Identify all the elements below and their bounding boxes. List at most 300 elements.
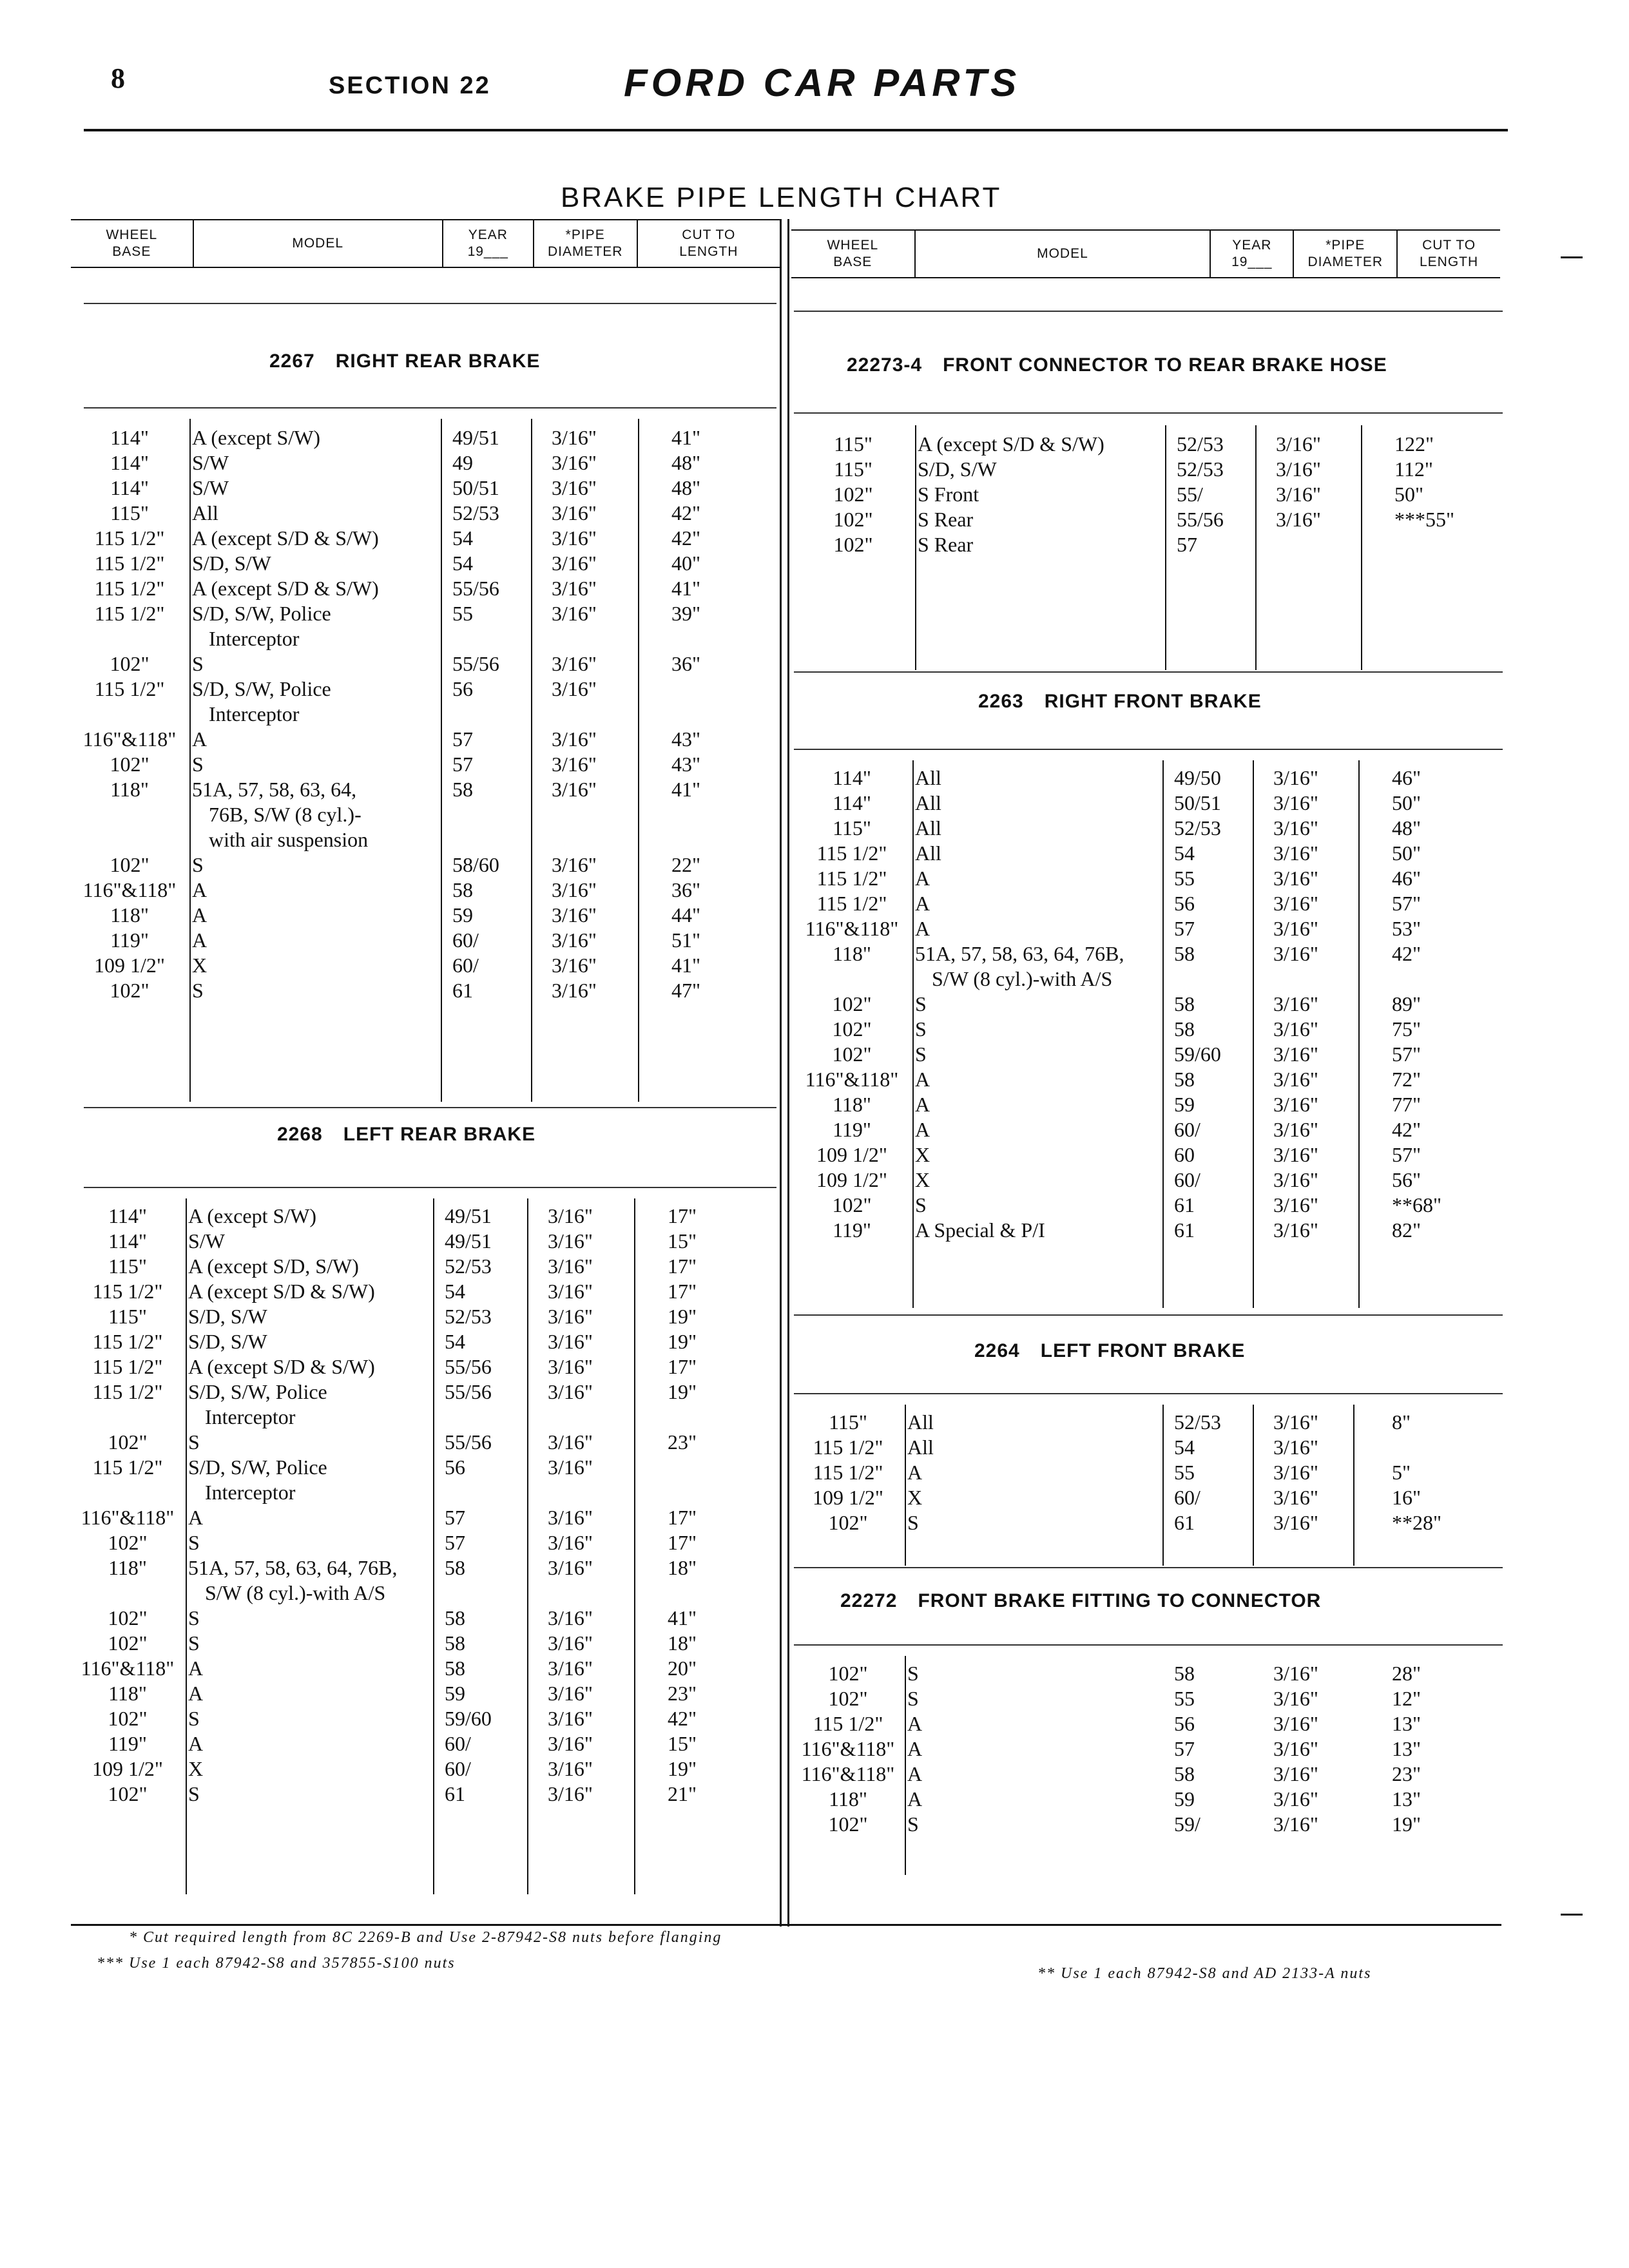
model-cell: S [188,1531,200,1554]
year-cell: 50/51 [1174,791,1221,814]
pipe-diameter-cell: 3/16" [548,1204,593,1227]
cut-length-cell: 48" [671,451,701,474]
year-cell: 52/53 [445,1305,492,1328]
cut-length-cell: 19" [668,1757,697,1780]
pipe-diameter-cell: 3/16" [1273,1486,1318,1509]
model-cell: S [192,979,204,1002]
year-cell [452,1480,555,1505]
pipe-diameter-cell: 3/16" [1273,1193,1318,1216]
cut-length-cell: 57" [1392,1043,1422,1066]
wheel-base-cell: 115 1/2" [816,892,887,915]
model-cell: A [192,878,207,901]
wheel-base-cell: 118" [833,1093,871,1116]
cut-length-cell: 112" [1394,457,1433,481]
table-front-brake-fitting-to-connector [791,1661,1521,1837]
col-pipe-diameter: *PIPE DIAMETER [534,220,638,267]
table-row [70,978,817,1003]
pipe-diameter-cell: 3/16" [552,853,597,876]
cut-length-cell: 122" [1394,432,1434,456]
cut-length-cell: 18" [668,1631,697,1655]
year-cell [460,827,559,852]
pipe-diameter-cell: 3/16" [548,1657,593,1680]
cut-length-cell: 17" [668,1254,697,1278]
cut-length-cell: 20" [668,1657,697,1680]
model-cell: A [907,1762,923,1785]
pipe-diameter-cell: 3/16" [1273,791,1318,814]
model-cell: S [188,1707,200,1730]
year-cell: 58 [445,1657,465,1680]
year-cell: 58 [452,878,473,901]
year-cell: 59/60 [1174,1043,1221,1066]
col-year: YEAR 19___ [1211,231,1294,277]
table-row [791,791,1537,816]
cut-length-cell [1379,1435,1521,1460]
pipe-diameter-cell [1267,532,1382,557]
model-cell: A [907,1787,923,1811]
year-cell: 55/ [1177,483,1203,506]
pipe-diameter-cell: 3/16" [548,1305,593,1328]
pipe-diameter-cell: 3/16" [1273,1762,1318,1785]
cut-length-cell: 48" [1392,816,1422,840]
wheel-base-cell: 118" [829,1787,867,1811]
year-cell: 58 [1174,1068,1195,1091]
cut-length-cell: 28" [1392,1662,1422,1685]
col-wheel-base: WHEEL BASE [791,231,916,277]
wheel-base-cell: 115 1/2" [94,577,165,600]
pipe-diameter-cell: 3/16" [552,928,597,952]
model-cell: A [188,1657,204,1680]
wheel-base-cell: 119" [833,1118,871,1141]
year-cell: 54 [1174,1436,1195,1459]
pipe-diameter-cell: 3/16" [548,1606,593,1629]
cut-length-cell: 23" [668,1430,697,1454]
section-title: LEFT FRONT BRAKE [1040,1340,1246,1361]
cut-length-cell: 56" [1392,1168,1422,1191]
cut-length-cell: 41" [671,778,701,801]
model-cell: A [907,1712,923,1735]
pipe-diameter-cell: 3/16" [1276,457,1321,481]
table-row [70,1681,813,1706]
separator [794,1314,1503,1316]
cut-length-cell: 19" [1392,1812,1422,1836]
cut-length-cell [1396,966,1537,992]
section-title: FRONT BRAKE FITTING TO CONNECTOR [918,1590,1322,1611]
table-row [791,457,1523,482]
pipe-diameter-cell: 3/16" [552,501,597,524]
table-row [791,1812,1521,1837]
model-cell: X [915,1143,930,1166]
cut-length-cell: 15" [668,1732,697,1755]
wheel-base-cell: 119" [110,928,149,952]
year-cell: 59 [1174,1787,1195,1811]
model-cell: S [915,992,927,1015]
table-row [791,432,1523,457]
cut-length-cell: 19" [668,1305,697,1328]
table-row [70,651,817,677]
table-row [791,1711,1521,1736]
cut-length-cell: 53" [1392,917,1422,940]
wheel-base-cell: 115 1/2" [94,526,165,550]
pipe-diameter-cell: 3/16" [1273,1511,1318,1534]
year-cell [452,1405,555,1430]
table-row [70,727,817,752]
section-title: RIGHT REAR BRAKE [335,351,541,372]
wheel-base-cell: 102" [108,1531,148,1554]
wheel-base-cell: 102" [110,853,149,876]
wheel-base-cell: 118" [110,903,149,927]
table-row [70,1354,813,1379]
table-row [70,677,817,702]
running-title: FORD CAR PARTS [624,61,1021,104]
year-cell: 52/53 [1177,432,1224,456]
column-header-right [791,229,1500,278]
wheel-base-cell: 115 1/2" [816,841,887,865]
pipe-diameter-cell: 3/16" [552,979,597,1002]
wheel-base-cell: 115 1/2" [813,1436,883,1459]
table-row [791,891,1537,916]
year-cell: 55/56 [445,1430,492,1454]
wheel-base-cell: 115" [829,1410,867,1434]
pipe-diameter-cell [559,626,675,651]
model-cell: X [907,1486,923,1509]
year-cell: 58 [1174,1662,1195,1685]
year-cell: 56 [1174,1712,1195,1735]
table-row [791,1736,1521,1762]
cut-length-cell: 13" [1392,1787,1422,1811]
cut-length-cell: 23" [1392,1762,1422,1785]
year-cell: 54 [445,1280,465,1303]
cut-length-cell: 77" [1392,1093,1422,1116]
column-header-left [71,219,780,268]
pipe-diameter-cell: 3/16" [552,677,597,700]
pipe-diameter-cell: 3/16" [548,1330,593,1353]
year-cell: 61 [445,1782,465,1805]
model-cell: All [915,816,941,840]
model-cell: Interceptor [209,627,300,650]
cut-length-cell: 22" [671,853,701,876]
year-cell: 49 [452,451,473,474]
pipe-diameter-cell: 3/16" [1273,992,1318,1015]
table-row [70,601,817,626]
model-cell: S [915,1043,927,1066]
wheel-base-cell: 102" [833,533,873,556]
table-row [70,802,817,827]
year-cell: 58 [445,1606,465,1629]
table-row [70,928,817,953]
wheel-base-cell: 116"&118" [801,1762,895,1785]
table-row [70,1530,813,1555]
cut-length-cell: 17" [668,1355,697,1378]
wheel-base-cell: 102" [832,992,872,1015]
pipe-diameter-cell: 3/16" [548,1782,593,1805]
pipe-diameter-cell: 3/16" [548,1531,593,1554]
cut-length-cell: 21" [668,1782,697,1805]
pipe-diameter-cell: 3/16" [552,954,597,977]
separator [794,1567,1503,1568]
section-number: 22272 [840,1590,898,1611]
model-cell: S/W [192,476,229,499]
table-right-rear-brake [70,425,817,1003]
year-cell: 58 [445,1556,465,1579]
model-cell: with air suspension [209,828,369,851]
model-cell: S/W (8 cyl.)-with A/S [205,1581,386,1604]
wheel-base-cell: 102" [833,508,873,531]
model-cell: A [192,903,207,927]
pipe-diameter-cell [559,802,675,827]
year-cell: 58/60 [452,853,499,876]
pipe-diameter-cell: 3/16" [1273,1812,1318,1836]
table-row [70,1405,813,1430]
table-row [70,1706,813,1731]
pipe-diameter-cell: 3/16" [548,1229,593,1253]
wheel-base-cell: 118" [108,1682,147,1705]
pipe-diameter-cell: 3/16" [552,426,597,449]
cut-length-cell: 23" [668,1682,697,1705]
wheel-base-cell: 118" [110,778,149,801]
table-row [70,852,817,878]
footnote-triple-star: *** Use 1 each 87942-S8 and 357855-S100 nuts [97,1955,456,1972]
year-cell: 61 [1174,1218,1195,1242]
table-row [70,827,817,852]
table-row [791,1686,1521,1711]
table-row [70,425,817,450]
year-cell [460,702,559,727]
model-cell: S/W (8 cyl.)-with A/S [932,967,1113,990]
model-cell: S [915,1017,927,1041]
footnote-single-star: * Cut required length from 8C 2269-B and Use 2-87942-S8 nuts before flanging [129,1929,722,1946]
table-row [70,953,817,978]
pipe-diameter-cell: 3/16" [548,1430,593,1454]
year-cell: 57 [445,1531,465,1554]
model-cell: S/D, S/W [188,1330,267,1353]
model-cell: S/W [188,1229,225,1253]
table-row [70,702,817,727]
separator [84,407,776,408]
wheel-base-cell: 102" [828,1511,868,1534]
section-heading [277,1124,535,1146]
cut-length-cell: 39" [671,602,701,625]
table-row [70,1279,813,1304]
pipe-diameter-cell: 3/16" [552,552,597,575]
section-heading [840,1590,1321,1612]
cut-length-cell: 13" [1392,1737,1422,1760]
table-row [791,765,1537,791]
table-row [70,1782,813,1807]
col-cut-to-length: CUT TO LENGTH [1420,237,1479,269]
wheel-base-cell [70,1581,186,1606]
table-row [70,1581,813,1606]
year-cell [460,626,559,651]
model-cell: 51A, 57, 58, 63, 64, 76B, [188,1556,398,1579]
table-row [791,866,1537,891]
section-title: LEFT REAR BRAKE [343,1124,536,1145]
table-row [70,501,817,526]
cut-length-cell: 17" [668,1506,697,1529]
year-cell: 55/56 [452,652,499,675]
model-cell: S/D, S/W, Police [188,1380,327,1403]
cut-length-cell: 19" [668,1380,697,1403]
pipe-diameter-cell: 3/16" [1273,841,1318,865]
cut-length-cell: 5" [1392,1461,1411,1484]
model-cell: A [907,1737,923,1760]
bottom-rule [71,1924,1501,1926]
pipe-diameter-cell: 3/16" [1273,1461,1318,1484]
cut-length-cell: ***55" [1394,508,1455,531]
year-cell: 49/51 [445,1204,492,1227]
cut-length-cell: 42" [671,501,701,524]
year-cell: 60/ [1174,1118,1200,1141]
pipe-diameter-cell: 3/16" [1273,917,1318,940]
table-row [70,476,817,501]
pipe-diameter-cell: 3/16" [1273,1712,1318,1735]
table-row [70,903,817,928]
year-cell: 58 [1174,1762,1195,1785]
year-cell: 52/53 [445,1254,492,1278]
table-row [791,1117,1537,1142]
model-cell: A [915,917,930,940]
pipe-diameter-cell: 3/16" [1273,816,1318,840]
cut-length-cell [655,1455,796,1480]
model-cell: A Special & P/I [915,1218,1045,1242]
cut-length-cell: 41" [671,577,701,600]
cut-length-cell: 17" [668,1531,697,1554]
model-cell: A [915,867,930,890]
pipe-diameter-cell: 3/16" [1273,1017,1318,1041]
table-row [791,1142,1537,1168]
cut-length-cell [671,1581,813,1606]
col-model: MODEL [916,231,1211,277]
year-cell: 57 [445,1506,465,1529]
wheel-base-cell [70,1405,186,1430]
model-cell: All [915,766,941,789]
wheel-base-cell [70,802,189,827]
wheel-base-cell: 102" [110,979,149,1002]
cut-length-cell: 57" [1392,892,1422,915]
wheel-base-cell: 109 1/2" [816,1168,887,1191]
wheel-base-cell: 116"&118" [81,1506,175,1529]
wheel-base-cell [791,966,912,992]
section-number: 22273-4 [847,354,923,376]
pipe-diameter-cell: 3/16" [552,652,597,675]
wheel-base-cell: 109 1/2" [94,954,165,977]
table-row [791,1460,1521,1485]
pipe-diameter-cell [555,1480,671,1505]
model-cell: S [188,1430,200,1454]
model-cell: All [915,841,941,865]
table-row [70,1480,813,1505]
year-cell: 59 [452,903,473,927]
year-cell: 54 [445,1330,465,1353]
pipe-diameter-cell: 3/16" [552,451,597,474]
model-cell: S/D, S/W, Police [188,1456,327,1479]
table-row [70,551,817,576]
table-row [70,777,817,802]
table-row [70,526,817,551]
year-cell: 61 [1174,1193,1195,1216]
year-cell: 56 [452,677,473,700]
pipe-diameter-cell: 3/16" [548,1707,593,1730]
cut-length-cell: 41" [671,954,701,977]
table-row [70,1379,813,1405]
wheel-base-cell: 115" [834,457,872,481]
year-cell: 49/51 [445,1229,492,1253]
pipe-diameter-cell [559,702,675,727]
wheel-base-cell: 115 1/2" [94,602,165,625]
table-row [70,1606,813,1631]
table-row [70,878,817,903]
pipe-diameter-cell [1281,966,1396,992]
table-row [791,1485,1521,1510]
year-cell: 49/50 [1174,766,1221,789]
year-cell: 57 [1174,917,1195,940]
table-row [791,1661,1521,1686]
wheel-base-cell: 116"&118" [81,1657,175,1680]
model-cell: A (except S/D & S/W) [188,1355,375,1378]
pipe-diameter-cell: 3/16" [548,1732,593,1755]
cut-length-cell: 57" [1392,1143,1422,1166]
section-number: 2263 [978,691,1024,712]
year-cell: 57 [1174,1737,1195,1760]
table-row [791,532,1523,557]
model-cell: A [188,1682,204,1705]
wheel-base-cell: 102" [108,1631,148,1655]
model-cell: S/D, S/W [188,1305,267,1328]
year-cell: 52/53 [1174,816,1221,840]
model-cell: X [915,1168,930,1191]
table-row [791,916,1537,941]
wheel-base-cell: 102" [108,1606,148,1629]
table-row [791,1787,1521,1812]
cut-length-cell: **68" [1392,1193,1442,1216]
separator [794,1644,1503,1646]
pipe-diameter-cell: 3/16" [1273,1118,1318,1141]
model-cell: A [915,1068,930,1091]
pipe-diameter-cell: 3/16" [552,577,597,600]
model-cell: A [907,1461,923,1484]
pipe-diameter-cell: 3/16" [1273,867,1318,890]
table-front-connector-to-rear-brake-hose [791,432,1523,557]
year-cell: 57 [452,727,473,751]
section-title: RIGHT FRONT BRAKE [1044,691,1262,712]
table-row [791,941,1537,966]
separator [84,1107,776,1108]
model-cell: S [907,1812,919,1836]
table-row [791,816,1537,841]
cut-length-cell: 15" [668,1229,697,1253]
pipe-diameter-cell: 3/16" [548,1757,593,1780]
separator [794,1393,1503,1394]
year-cell [1182,966,1281,992]
model-cell: S/D, S/W, Police [192,677,331,700]
wheel-base-cell: 115" [108,1254,147,1278]
model-cell: A (except S/D & S/W) [192,577,379,600]
table-row [70,1229,813,1254]
wheel-base-cell: 116"&118" [805,1068,899,1091]
pipe-diameter-cell: 3/16" [1276,483,1321,506]
cut-length-cell: 82" [1392,1218,1422,1242]
pipe-diameter-cell: 3/16" [1273,942,1318,965]
cut-length-cell: 42" [671,526,701,550]
model-cell: S [907,1511,919,1534]
pipe-diameter-cell: 3/16" [552,727,597,751]
pipe-diameter-cell: 3/16" [1273,1043,1318,1066]
cut-length-cell: **28" [1392,1511,1442,1534]
table-row [70,1505,813,1530]
table-row [791,1042,1537,1067]
pipe-diameter-cell: 3/16" [1276,508,1321,531]
wheel-base-cell: 115" [108,1305,147,1328]
cut-length-cell: 16" [1392,1486,1422,1509]
